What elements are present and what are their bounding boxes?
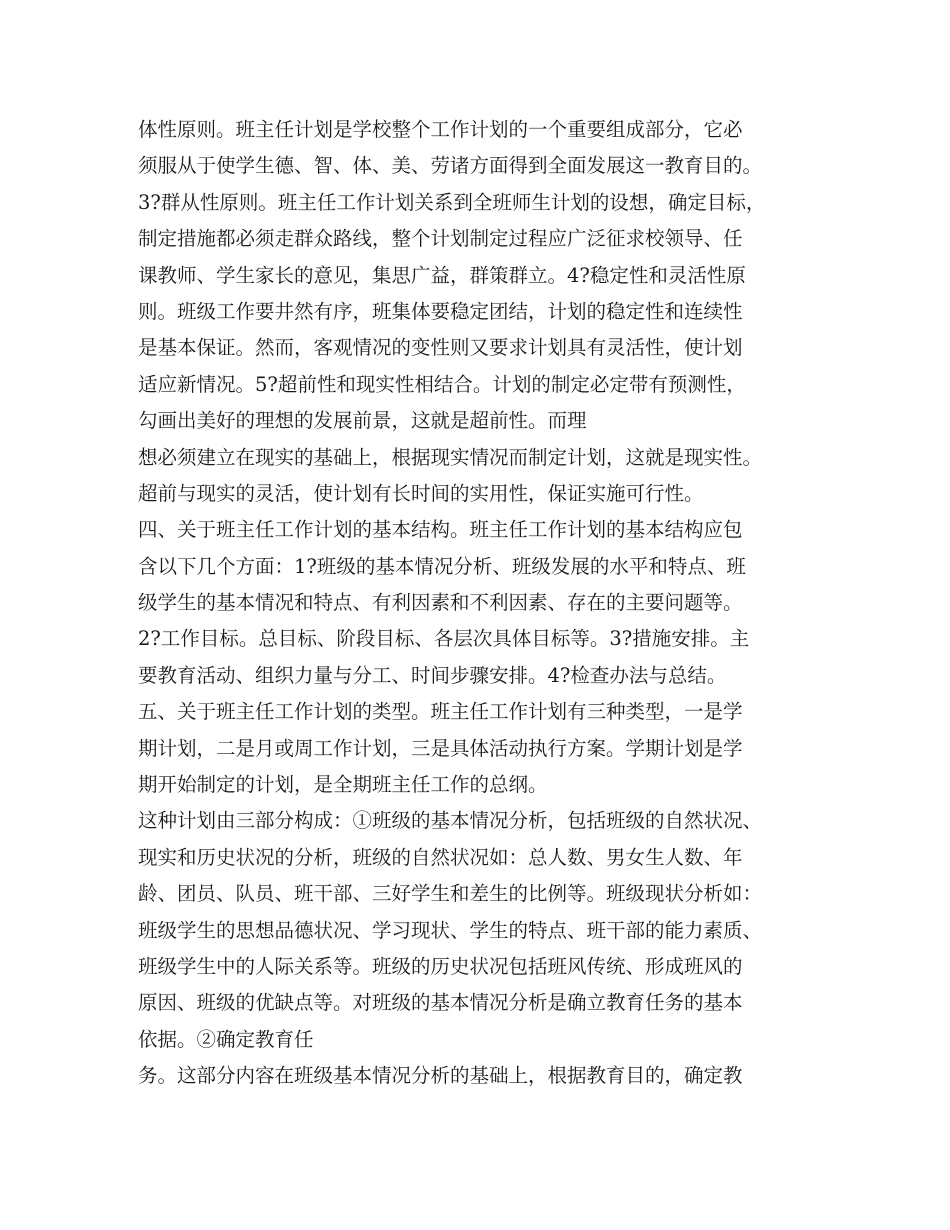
text-line: 务。这部分内容在班级基本情况分析的基础上，根据教育目的，确定教 — [138, 1064, 743, 1088]
text-line: 这种计划由三部分构成：①班级的基本情况分析，包括班级的自然状况、 — [138, 809, 763, 833]
text-line: 课教师、学生家长的意见，集思广益，群策群立。4?稳定性和灵活性原 — [138, 263, 746, 287]
text-line: 制定措施都必须走群众路线，整个计划制定过程应广泛征求校领导、任 — [138, 227, 743, 251]
text-line: 须服从于使学生德、智、体、美、劳诸方面得到全面发展这一教育目的。 — [138, 154, 763, 178]
text-line: 要教育活动、组织力量与分工、时间步骤安排。4?检查办法与总结。 — [138, 663, 727, 687]
text-line: 想必须建立在现实的基础上，根据现实情况而制定计划，这就是现实性。 — [138, 445, 763, 469]
text-line: 体性原则。班主任计划是学校整个工作计划的一个重要组成部分，它必 — [138, 118, 743, 141]
text-line: 3?群从性原则。班主任工作计划关系到全班师生计划的设想，确定目标， — [138, 190, 766, 214]
text-line: 班级学生的思想品德状况、学习现状、学生的特点、班干部的能力素质、 — [138, 918, 763, 942]
text-line: 四、关于班主任工作计划的基本结构。班主任工作计划的基本结构应包 — [138, 518, 743, 542]
text-line: 勾画出美好的理想的发展前景，这就是超前性。而理 — [138, 409, 587, 433]
text-line: 龄、团员、队员、班干部、三好学生和差生的比例等。班级现状分析如： — [138, 882, 763, 906]
text-line: 适应新情况。5?超前性和现实性相结合。计划的制定必定带有预测性， — [138, 372, 746, 396]
text-line: 则。班级工作要井然有序，班集体要稳定团结，计划的稳定性和连续性 — [138, 299, 743, 323]
text-line: 是基本保证。然而，客观情况的变性则又要求计划具有灵活性，使计划 — [138, 336, 743, 360]
text-line: 班级学生中的人际关系等。班级的历史状况包括班风传统、形成班风的 — [138, 954, 743, 978]
text-line: 期开始制定的计划，是全期班主任工作的总纲。 — [138, 773, 548, 797]
text-line: 含以下几个方面：1?班级的基本情况分析、班级发展的水平和特点、班 — [138, 554, 746, 578]
text-line: 超前与现实的灵活，使计划有长时间的实用性，保证实施可行性。 — [138, 481, 704, 505]
text-line: 原因、班级的优缺点等。对班级的基本情况分析是确立教育任务的基本 — [138, 991, 743, 1015]
body-text — [138, 112, 838, 1095]
text-line: 2?工作目标。总目标、阶段目标、各层次具体目标等。3?措施安排。主 — [138, 627, 750, 651]
text-line: 依据。②确定教育任 — [138, 1027, 314, 1051]
text-line: 现实和历史状况的分析，班级的自然状况如：总人数、男女生人数、年 — [138, 845, 743, 869]
text-line: 级学生的基本情况和特点、有利因素和不利因素、存在的主要问题等。 — [138, 591, 743, 615]
text-line: 期计划，二是月或周工作计划，三是具体活动执行方案。学期计划是学 — [138, 736, 743, 760]
text-line: 五、关于班主任工作计划的类型。班主任工作计划有三种类型，一是学 — [138, 700, 743, 724]
